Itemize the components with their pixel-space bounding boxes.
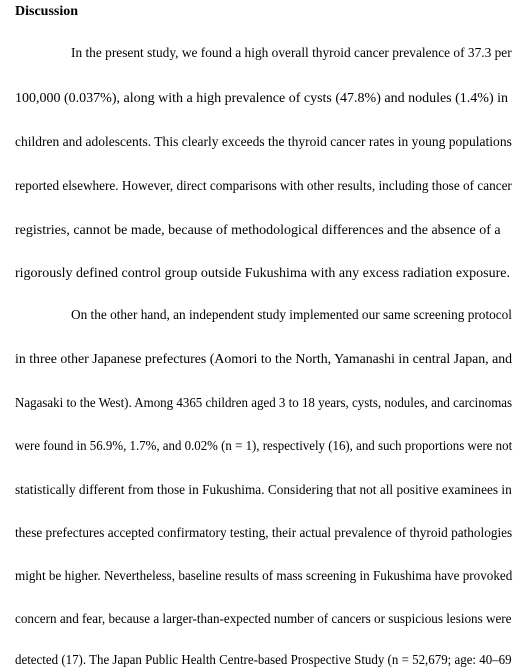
paragraph-2-line-7: might be higher. Nevertheless, baseline results of mass screening in Fukushima have provoked	[15, 569, 513, 584]
paragraph-1-line-4: reported elsewhere. However, direct comparisons with other results, including those of cancer	[15, 179, 512, 194]
paragraph-2-line-3: Nagasaki to the West). Among 4365 children aged 3 to 18 years, cysts, nodules, and carcinomas	[15, 396, 513, 411]
paragraph-1-line-5: registries, cannot be made, because of methodological differences and the absence of a	[15, 223, 501, 238]
paragraph-1-line-1: In the present study, we found a high overall thyroid cancer prevalence of 37.3 per	[71, 46, 512, 61]
paragraph-1-line-3: children and adolescents. This clearly exceeds the thyroid cancer rates in young populations	[15, 135, 512, 150]
paragraph-2-line-9: detected (17). The Japan Public Health Centre-based Prospective Study (n = 52,679; age: 40–69	[15, 653, 512, 668]
paragraph-1-line-6: rigorously defined control group outside Fukushima with any excess radiation exposure.	[15, 266, 510, 281]
section-heading: Discussion	[15, 4, 79, 19]
paragraph-2-line-2: in three other Japanese prefectures (Aomori to the North, Yamanashi in central Japan, and	[15, 352, 513, 367]
paragraph-2-line-8: concern and fear, because a larger-than-expected number of cancers or suspicious lesions were	[15, 612, 512, 627]
paragraph-2-line-5: statistically different from those in Fukushima. Considering that not all positive examinees in	[15, 483, 512, 498]
paragraph-1-line-2: 100,000 (0.037%), along with a high prevalence of cysts (47.8%) and nodules (1.4%) in	[15, 91, 508, 106]
paragraph-2-line-4: were found in 56.9%, 1.7%, and 0.02% (n = 1), respectively (16), and such proportions were not	[15, 439, 513, 454]
paragraph-2-line-6: these prefectures accepted confirmatory testing, their actual prevalence of thyroid pathologies	[15, 526, 513, 541]
paragraph-2-line-1: On the other hand, an independent study implemented our same screening protocol	[71, 308, 512, 323]
